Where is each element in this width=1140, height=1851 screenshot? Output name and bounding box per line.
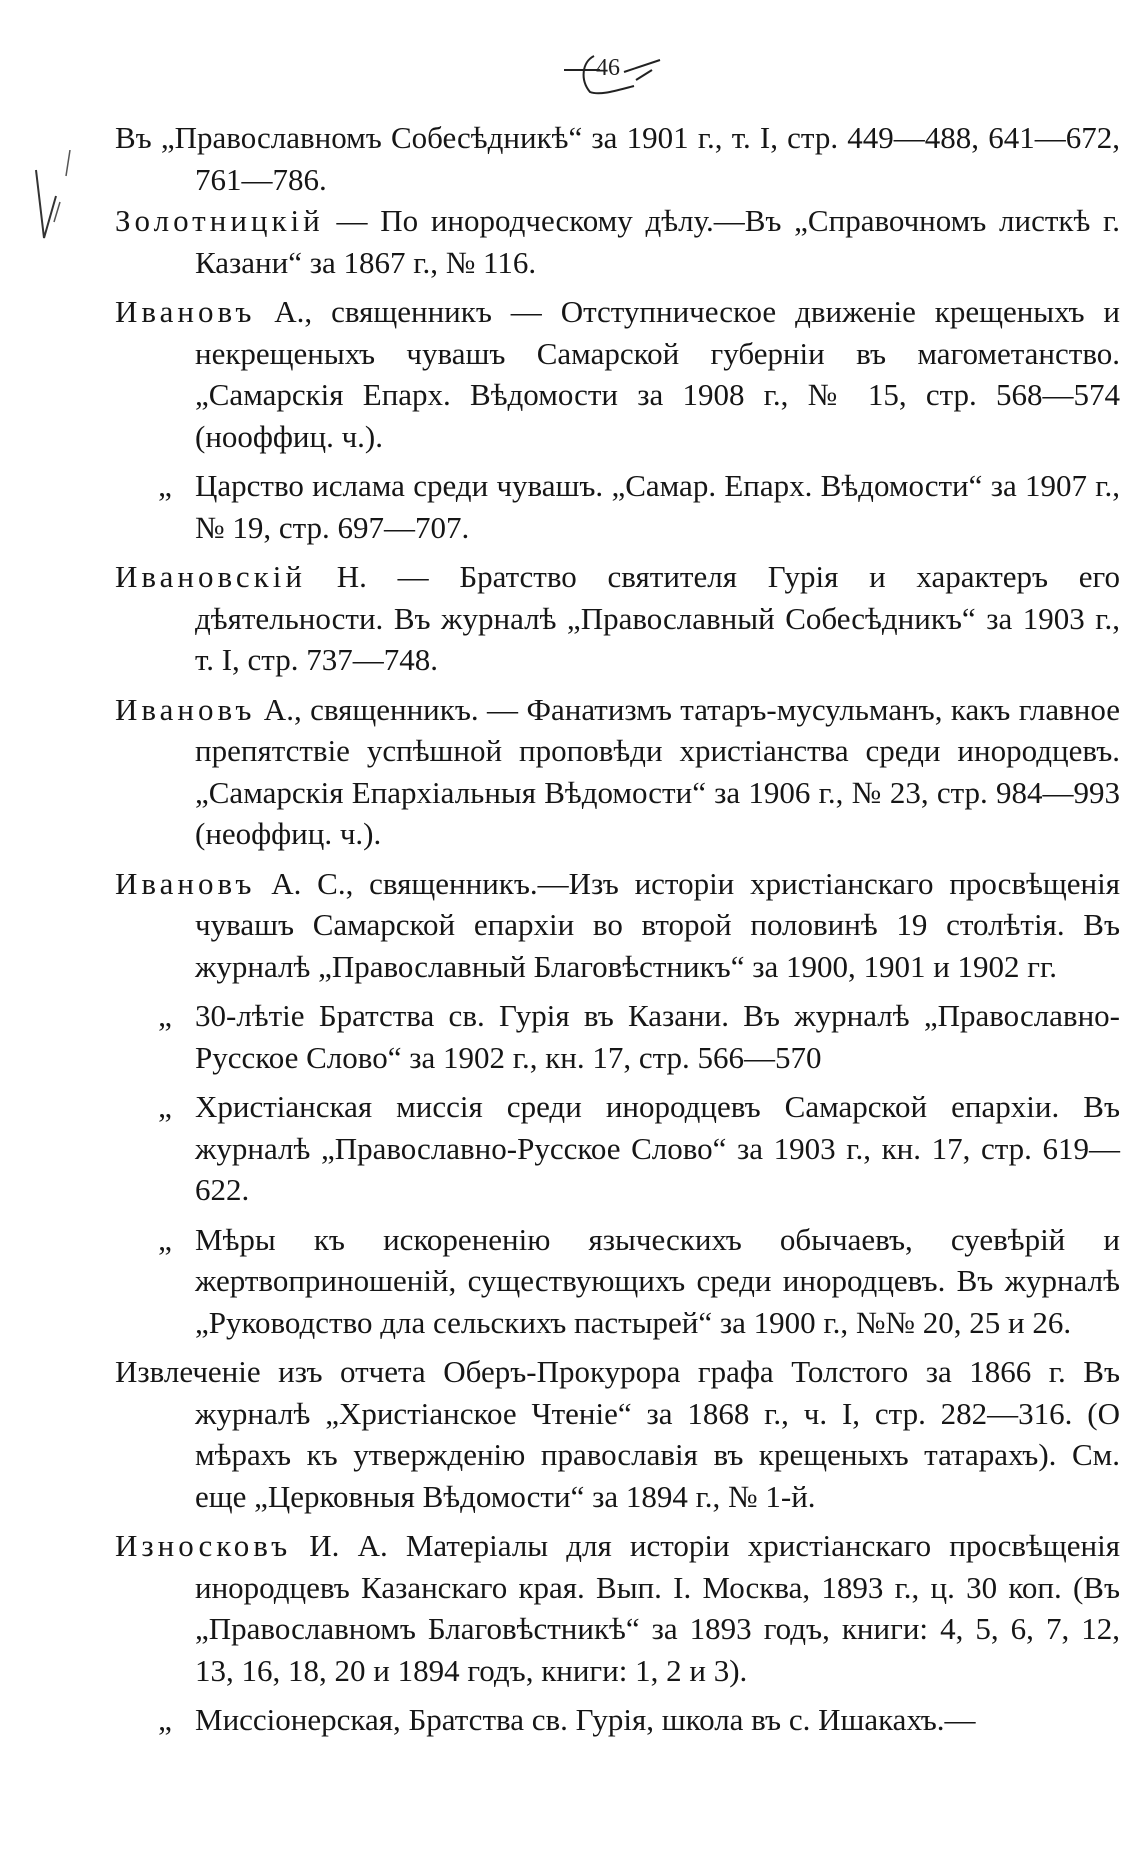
entry-sub: [115, 465, 1120, 548]
bibliography-entries: [115, 117, 1120, 1749]
entry-text: Извлеченіе изъ отчета Оберъ-Прокурора графа Толстого за 1866 г. Въ журналѣ „Христіанское Чтеніе“ за 1868 г., ч. I, стр. 282—316. (О мѣрахъ къ утвержденію православія въ крещеныхъ татарахъ). См. еще „Церковныя Вѣдомости“ за 1894 г., № 1-й.: [115, 1354, 1120, 1514]
ditto-mark: „: [158, 468, 172, 503]
entry-text: Н. — Братство святителя Гурія и характеръ его дѣятельности. Въ журналѣ „Православный Собесѣдникъ“ за 1903 г., т. I, стр. 737—748.: [195, 559, 1120, 677]
entry-author: Ивановъ: [115, 691, 256, 727]
page-number-text: 46: [596, 55, 620, 81]
page-number: [560, 50, 680, 100]
entry-sub: [115, 995, 1120, 1078]
entry-ivanov-3: [115, 863, 1120, 988]
entry-text: А., священникъ. — Фанатизмъ татаръ-мусульманъ, какъ главное препятствіе успѣшной проповѣди христіанства среди инородцевъ. „Самарскія Епархіальныя Вѣдомости“ за 1906 г., № 23, стр. 984—993 (неоффиц. ч.).: [195, 691, 1120, 851]
entry-text: Мѣры къ искорененію языческихъ обычаевъ, суевѣрій и жертвоприношеній, существующихъ среди инородцевъ. Въ журналѣ „Руководство дла сельскихъ пастырей“ за 1900 г., №№ 20, 25 и 26.: [195, 1221, 1120, 1340]
entry-sub: [115, 1086, 1120, 1211]
entry-text: Царство ислама среди чувашъ. „Самар. Епарх. Вѣдомости“ за 1907 г., № 19, стр. 697—707.: [195, 468, 1120, 545]
entry-iznoskov: [115, 1525, 1120, 1691]
entry-author: Ивановскій: [115, 559, 306, 594]
entry-zolotnitsky: [115, 200, 1120, 283]
entry-text: Христіанская миссія среди инородцевъ Самарской епархіи. Въ журналѣ „Православно-Русское Слово“ за 1903 г., кн. 17, стр. 619—622.: [195, 1089, 1120, 1207]
entry-text: Въ „Православномъ Собесѣдникѣ“ за 1901 г., т. I, стр. 449—488, 641—672, 761—786.: [115, 120, 1120, 197]
entry-text: А. С., священникъ.—Изъ исторіи христіанскаго просвѣщенія чувашъ Самарской епархіи во второй половинѣ 19 столѣтія. Въ журналѣ „Православный Благовѣстникъ“ за 1900, 1901 и 1902 гг.: [195, 865, 1120, 984]
entry-text: И. А. Матеріалы для исторіи христіанскаго просвѣщенія инородцевъ Казанскаго края. Вып. I. Москва, 1893 г., ц. 30 коп. (Въ „Православномъ Благовѣстникѣ“ за 1893 годъ, книги: 4, 5, 6, 7, 12, 13, 16, 18, 20 и 1894 годъ, книги: 1, 2 и 3).: [195, 1528, 1120, 1688]
entry-continuation: [115, 117, 1120, 200]
entry-author: Золотницкій: [115, 203, 324, 238]
ditto-mark: „: [158, 998, 172, 1033]
entry-ivanov-2: [115, 689, 1120, 855]
entry-text: — По инородческому дѣлу.—Въ „Справочномъ листкѣ г. Казани“ за 1867 г., № 116.: [195, 203, 1120, 280]
entry-ivanovsky: [115, 556, 1120, 681]
entry-extract: [115, 1351, 1120, 1517]
entry-author: Ивановъ: [115, 865, 256, 901]
entry-sub: [115, 1699, 1120, 1741]
entry-text: А., священникъ — Отступническое движеніе крещеныхъ и некрещеныхъ чувашъ Самарской губерніи въ магометанство. „Самарскія Епарх. Вѣдомости за 1908 г., № 15, стр. 568—574 (нооффиц. ч.).: [195, 294, 1120, 454]
handwritten-check-mark: [30, 150, 90, 270]
entry-text: Миссіонерская, Братства св. Гурія, школа въ с. Ишакахъ.—: [195, 1702, 976, 1737]
entry-text: 30-лѣтіе Братства св. Гурія въ Казани. Въ журналѣ „Православно-Русское Слово“ за 1902 г., кн. 17, стр. 566—570: [195, 998, 1120, 1075]
entry-author: Износковъ: [115, 1528, 292, 1563]
page-number-flourish: [560, 50, 680, 100]
entry-author: Ивановъ: [115, 294, 256, 329]
ditto-mark: „: [158, 1221, 172, 1257]
entry-sub: [115, 1219, 1120, 1344]
entry-ivanov-1: [115, 291, 1120, 457]
ditto-mark: „: [158, 1702, 172, 1737]
ditto-mark: „: [158, 1089, 172, 1124]
